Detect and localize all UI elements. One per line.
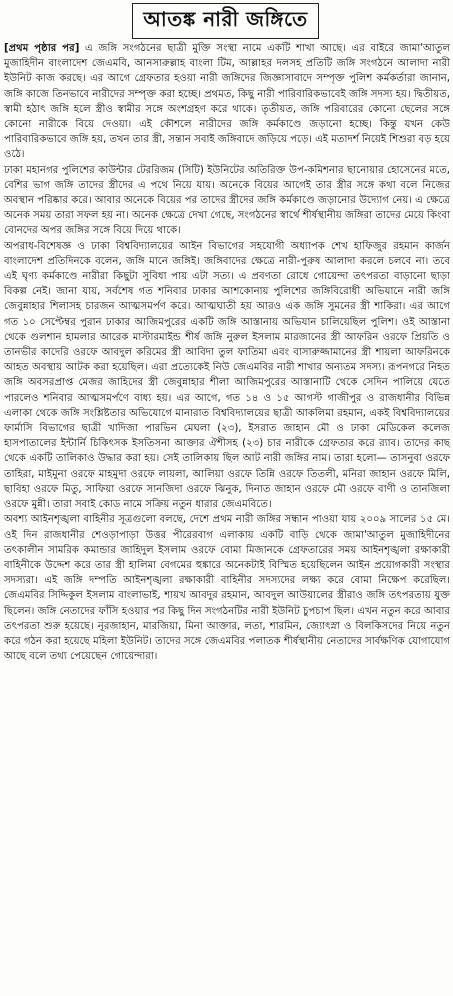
continuation-label: [প্রথম পৃষ্ঠার পর] [4, 43, 80, 54]
article-body [4, 41, 450, 664]
paragraph-text: এ জঙ্গি সংগঠনের ছাত্রী মুক্তি সংস্থা নামে একটি শাখা আছে। এর বাইরে জামা'আতুল মুজাহিদীন বাংলাদেশ জেএমবি, আনসারুল্লাহ বাংলা টিম, আল্লাহর দলসহ প্রতিটি জঙ্গি সংগঠনে আলাদা নারী ইউনিট কাজ করছে। এর আগে গ্রেফতার হওয়া নারী জঙ্গিদের জিজ্ঞাসাবাদে সম্পৃক্ত পুলিশ কর্মকর্তারা জানান, জঙ্গি কাজে তিনভাবে নারীদের সম্পৃক্ত করা হচ্ছে। প্রথমত, কিছু নারী পারিবারিকভাবেই জঙ্গি সদস্য হয়। দ্বিতীয়ত, স্বামী হঠাৎ জঙ্গি হলে স্ত্রীও স্বামীর সঙ্গে অংশগ্রহণ করে থাকে। তৃতীয়ত, জঙ্গি পরিবারের কোনো ছেলের সঙ্গে কোনো নারীকে বিয়ে দেওয়া। এই কৌশলে নারীদের জঙ্গি কর্মকাণ্ডে জড়ানো হচ্ছে। কিন্তু যখন কেউ পারিবারিকভাবে জঙ্গি হয়, তখন তার স্ত্রী, সন্তান সবাই জঙ্গিবাদে জড়িয়ে পড়ে। এই মতাদর্শ নিয়েই শিশুরা বড় হয়ে ওঠে। [4, 43, 450, 161]
article-paragraph: অবশ্য আইনশৃঙ্খলা বাহিনীর সূত্রগুলো বলছে, দেশে প্রথম নারী জঙ্গির সন্ধান পাওয়া যায় ২০০৯ সালের ১৫ মে। ওই দিন রাজধানীর শেওড়াপাড়া উত্তর পীরেরবাগ এলাকায় একটি বাড়ি থেকে জামা'আতুল মুজাহিদীনের তৎকালীন সামরিক কমান্ডার জাহিদুল ইসলাম ওরফে বোমা মিজানকে গ্রেফতারের সময় আইনশৃঙ্খলা রক্ষাকারী বাহিনীকে উদ্দেশ করে তার স্ত্রী হালিমা বেগমের হুঙ্কারে অনেকটাই বিস্মিত হয়েছিলেন আইন প্রয়োগকারী সংস্থার সদস্যরা। এই জঙ্গি দম্পতি আইনশৃঙ্খলা রক্ষাকারী বাহিনীর সদস্যদের লক্ষ্য করে বোমা নিক্ষেপ করেছিল। জেএমবির সিদ্দিকুল ইসলাম বাংলাভাই, শায়খ আবদুর রহমান, আবদুল আউয়ালের স্ত্রীরাও জঙ্গি তৎপরতায় যুক্ত ছিলেন। জঙ্গি নেতাদের ফাঁসি হওয়ার পর কিছু দিন সংগঠনটির নারী ইউনিট চুপচাপ ছিল। এখন নতুন করে আবার তৎপরতা শুরু হয়েছে। নূরজাহান, মারজিয়া, মিনা আক্তার, লতা, শারমিন, জ্যোৎস্না ও বিলকিসদের নিয়ে নতুন করে গঠন করা হয়েছে মহিলা ইউনিট। তাদের সঙ্গে জেএমবির পলাতক শীর্ষস্থানীয় নেতাদের সার্বক্ষণিক যোগাযোগ আছে বলে তথ্য পেয়েছেন গোয়েন্দারা। [4, 514, 450, 663]
article-paragraph: অপরাধ-বিশেষজ্ঞ ও ঢাকা বিশ্ববিদ্যালয়ের আইন বিভাগের সহযোগী অধ্যাপক শেখ হাফিজুর রহমান কার্জন বাংলাদেশ প্রতিদিনকে বলেন, জঙ্গি মানে জঙ্গিই। জঙ্গিবাদের ক্ষেত্রে নারী-পুরুষ আলাদা করলে চলবে না। তবে এই ঘৃণ্য কর্মকাণ্ডে নারীরা কিছুটা সুবিধা পায় এটা সত্য। এ প্রবণতা রোধে গোয়েন্দা তৎপরতা বাড়ানো ছাড়া বিকল্প নেই। জানা যায়, সর্বশেষ গত শনিবার ঢাকার আশকোনায় পুলিশের জঙ্গিবিরোধী অভিযানে নারী জঙ্গি জেবুন্নাহার শিলাসহ চারজন আত্মসমর্পণ করে। আত্মঘাতী হয় আরও এক জঙ্গি সুমনের স্ত্রী শাকিরা। এর আগে গত ১০ সেপ্টেম্বর পুরান ঢাকার আজিমপুরের একটি জঙ্গি আস্তানায় অভিযান চালিয়েছিল পুলিশ। ওই আস্তানা থেকে গুলশান হামলার আরেক মাস্টারমাইন্ড শীর্ষ জঙ্গি নুরুল ইসলাম মারজানের স্ত্রী আফরিন ওরফে প্রিয়তি ও তানভীর কাদেরি ওরফে আবদুল করিমের স্ত্রী আবিদা তুল ফাতিমা এবং বাসারুজ্জামানের স্ত্রী শায়লা আফরিনকে আহত অবস্থায় আটক করা হয়েছিল। এরা প্রত্যেকেই নিউ জেএমবির নারী শাখার অন্যতম সদস্য। রূপনগরে নিহত জঙ্গি অবসরপ্রাপ্ত মেজর জাহিদের স্ত্রী জেবুন্নাহার শীলা আজিমপুরের আস্তানাটি থেকে সেদিন পালিয়ে যেতে পারলেও শনিবার আত্মসমর্পণে বাধ্য হয়। এর আগে, গত ১৪ ও ১৫ আগস্ট গাজীপুর ও রাজধানীর বিভিন্ন এলাকা থেকে জঙ্গি সংশ্লিষ্টতার অভিযোগে মানারাত বিশ্ববিদ্যালয়ের ছাত্রী আকলিমা রহমান, একই বিশ্ববিদ্যালয়ের ফার্মাসি বিভাগের ছাত্রী খাদিজা পারভিন মেঘলা (২৩), ইসরাত জাহান মৌ ও ঢাকা মেডিকেল কলেজ হাসপাতালের ইন্টার্নি চিকিৎসক ইসতিসনা আক্তার ঐশীসহ (২৩) চার নারীকে গ্রেফতার করে র‌্যাব। তাদের কাছ থেকে একটি তালিকাও উদ্ধার করা হয়। সেই তালিকায় ছিল আট নারী জঙ্গির নাম। তারা হলো— তাসনুবা ওরফে তাহিরা, মাইমুনা ওরফে মাহমুদা ওরফে লায়লা, আলিয়া ওরফে তিন্নি ওরফে তিতলী, মনিরা জাহান ওরফে মিলি, ছাবিহা ওরফে মিতু, সাফিয়া ওরফে সানজিদা ওরফে ঝিনুক, দিনাত জাহান ওরফে মৌ ওরফে বাণী ও তানজিলা ওরফে মুন্নী। তারা সবাই কোড নামে সক্রিয় নতুন ধারার জেএমবিতে। [4, 240, 450, 511]
headline: আতঙ্ক নারী জঙ্গিতে [132, 3, 319, 39]
article-paragraph: ঢাকা মহানগর পুলিশের কাউন্টার টেররিজম (সিটি) ইউনিটের অতিরিক্ত উপ-কমিশনার ছানোয়ার হোসেনের মতে, বেশির ভাগ জঙ্গি তাদের স্ত্রীদের এ পথে নিয়ে যায়। অনেকে বিয়ের আগেই তার স্ত্রীর সঙ্গে কথা বলে নিজের অবস্থান পরিষ্কার করে। আবার অনেকে বিয়ের পর তাদের স্ত্রীদের জঙ্গি কর্মকাণ্ডে জড়ানোর উদ্যোগ নেয়। এ ক্ষেত্রে অনেক সময় তারা সফল হয় না। অনেক ক্ষেত্রে দেখা গেছে, সংগঠনের স্বার্থে শীর্ষস্থানীয় জঙ্গিরা তাদের মেয়ে কিংবা বোনদের অপর জঙ্গির সঙ্গে বিয়ে দিয়ে থাকে। [4, 164, 450, 237]
article-paragraph [4, 41, 450, 163]
